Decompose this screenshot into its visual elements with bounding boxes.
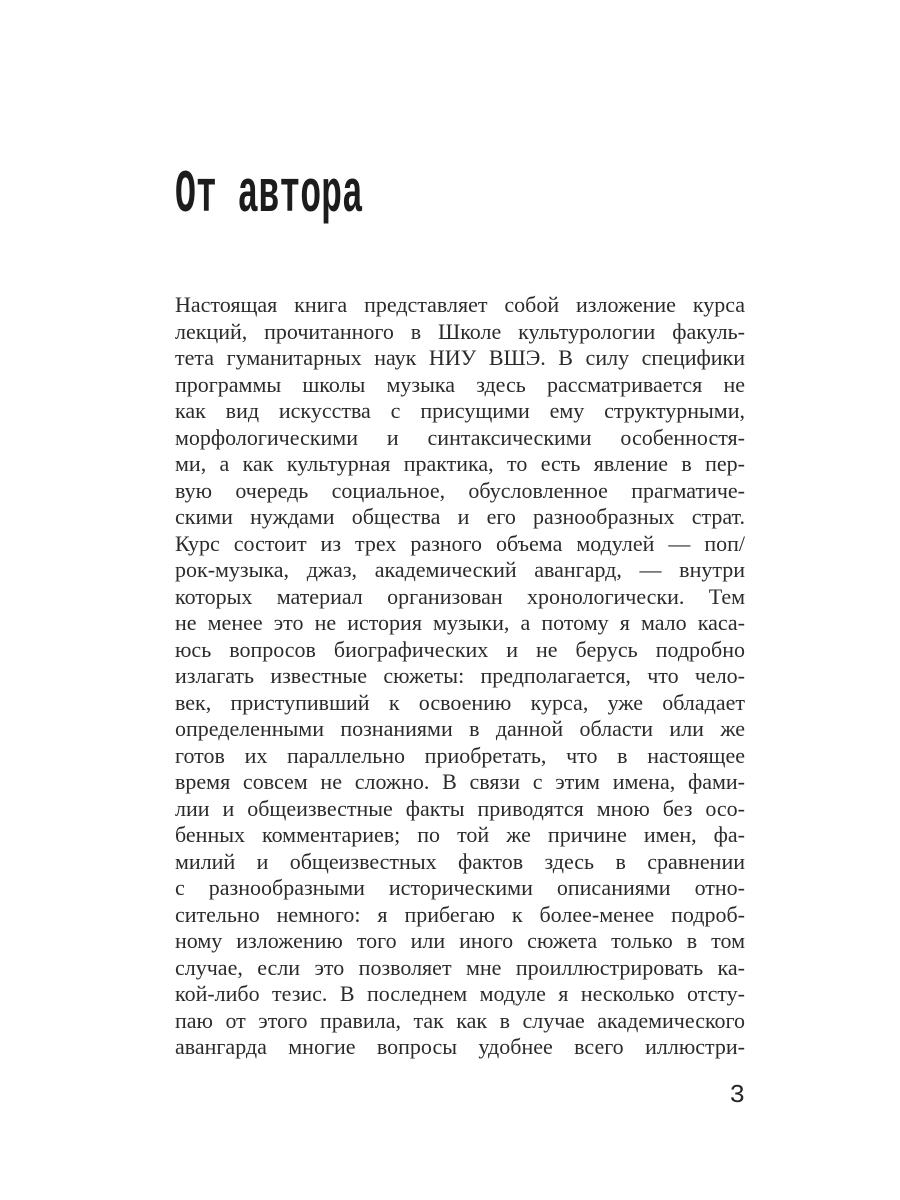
text-line: определенными познаниями в данной области или же xyxy=(175,716,745,741)
text-line: сительно немного: я прибегаю к более-менее подроб- xyxy=(175,901,745,927)
text-line: морфологическими и синтаксическими особенностя- xyxy=(175,424,745,450)
text-line: с разнообразными историческими описаниями отно- xyxy=(175,875,745,900)
body-text xyxy=(175,292,745,1061)
text-line: излагать известные сюжеты: предполагается, что чело- xyxy=(175,663,745,688)
text-line: время совсем не сложно. В связи с этим имена, фами- xyxy=(175,769,745,794)
text-line: паю от этого правила, так как в случае академического xyxy=(175,1007,745,1033)
text-line: не менее это не история музыки, а потому я мало каса- xyxy=(175,610,745,635)
text-line: случае, если это позволяет мне проиллюстрировать ка- xyxy=(175,954,745,980)
text-line: кой-либо тезис. В последнем модуле я несколько отсту- xyxy=(175,981,745,1006)
text-line: век, приступивший к освоению курса, уже обладает xyxy=(175,689,745,715)
text-line: ми, а как культурная практика, то есть явление в пер- xyxy=(175,451,745,476)
text-line: скими нуждами общества и его разнообразных страт. xyxy=(175,504,745,529)
text-line: программы школы музыка здесь рассматривается не xyxy=(175,371,745,397)
text-line: ному изложению того или иного сюжета только в том xyxy=(175,928,745,953)
text-line: юсь вопросов биографических и не берусь подробно xyxy=(175,636,745,662)
text-line: лекций, прочитанного в Школе культурологии факуль- xyxy=(175,318,745,344)
text-line: рок-музыка, джаз, академический авангард, — внутри xyxy=(175,557,745,582)
text-line: Настоящая книга представляет собой изложение курса xyxy=(175,292,745,317)
text-line: которых материал организован хронологически. Тем xyxy=(175,583,745,609)
text-line: авангарда многие вопросы удобнее всего иллюстри- xyxy=(175,1034,745,1059)
text-line: готов их параллельно приобретать, что в настоящее xyxy=(175,742,745,768)
text-line: вую очередь социальное, обусловленное прагматиче- xyxy=(175,477,745,503)
chapter-title: От автора xyxy=(175,162,363,230)
page-number: 3 xyxy=(729,1080,745,1110)
text-line: милий и общеизвестных фактов здесь в сравнении xyxy=(175,848,745,874)
text-line: бенных комментариев; по той же причине имен, фа- xyxy=(175,822,745,847)
text-line: как вид искусства с присущими ему структурными, xyxy=(175,398,745,423)
text-line: Курс состоит из трех разного объема модулей — поп/ xyxy=(175,530,745,556)
text-line: лии и общеизвестные факты приводятся мною без осо- xyxy=(175,795,745,821)
text-line: тета гуманитарных наук НИУ ВШЭ. В силу специфики xyxy=(175,345,745,370)
